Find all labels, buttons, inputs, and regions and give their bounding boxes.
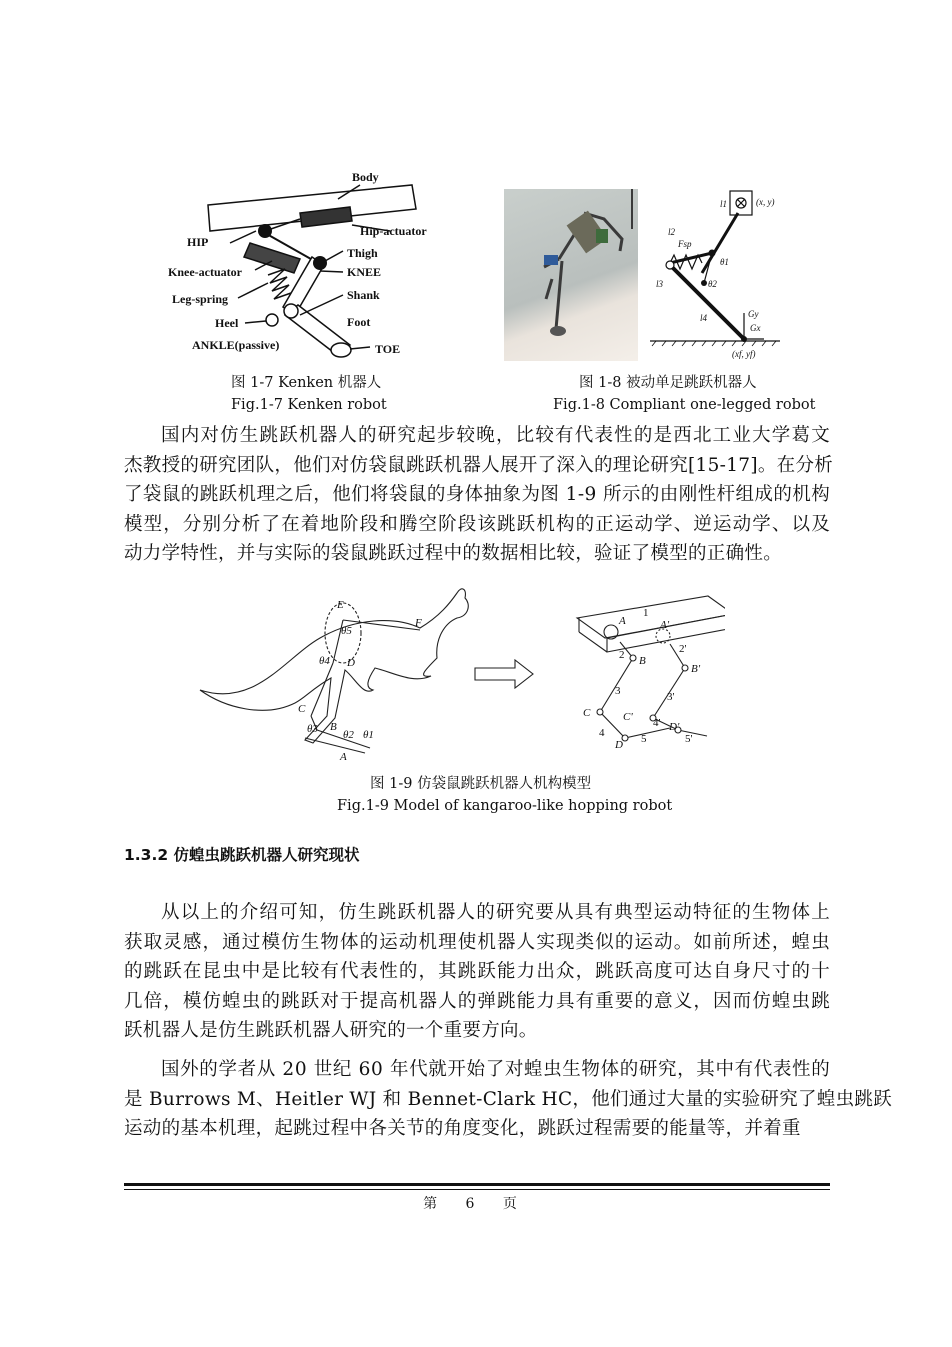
compliant-leg-schematic bbox=[640, 183, 790, 363]
label-fsp: Fsp bbox=[678, 239, 692, 249]
kangaroo-label-D: D bbox=[347, 657, 355, 669]
para2-line-2: 获取灵感，通过模仿生物体的运动机理使机器人实现类似的运动。如前所述，蝗虫 bbox=[124, 931, 831, 953]
paragraph-1 bbox=[124, 421, 834, 569]
para3-line-1: 国外的学者从 20 世纪 60 年代就开始了对蝗虫生物体的研究，其中有代表性的 bbox=[161, 1059, 831, 1080]
kangaroo-label-theta4: θ4 bbox=[319, 655, 330, 667]
kangaroo-label-A: A bbox=[340, 751, 347, 763]
label-leg-spring: Leg-spring bbox=[172, 292, 229, 306]
model-label-5-prime: 5' bbox=[685, 733, 693, 745]
label-knee: KNEE bbox=[347, 265, 382, 279]
para1-line-3: 了袋鼠的跳跃机理之后，他们将袋鼠的身体抽象为图 1-9 所示的由刚性杆组成的机构 bbox=[124, 484, 831, 505]
robot-photo bbox=[504, 189, 638, 361]
footer-rule-thick bbox=[124, 1183, 830, 1186]
label-l3: l3 bbox=[656, 279, 664, 289]
label-theta2: θ2 bbox=[708, 279, 717, 289]
para2-line-3: 的跳跃在昆虫中是比较有代表性的，其跳跃能力出众，跳跃高度可达自身尺寸的十 bbox=[124, 961, 831, 982]
label-foot-xy: (xf, yf) bbox=[732, 349, 756, 359]
label-l1: l1 bbox=[720, 199, 728, 209]
label-thigh: Thigh bbox=[347, 246, 378, 260]
footer-rule-thin bbox=[124, 1189, 830, 1190]
label-toe: TOE bbox=[375, 342, 401, 356]
paragraph-2 bbox=[124, 898, 830, 1046]
label-l4: l4 bbox=[700, 313, 708, 323]
para1-line-5: 动力学特性，并与实际的袋鼠跳跃过程中的数据相比较，验证了模型的正确性。 bbox=[124, 543, 783, 564]
fig17-caption-en: Fig.1-7 Kenken robot bbox=[231, 397, 387, 413]
para3-line-3: 运动的基本机理，起跳过程中各关节的角度变化，跳跃过程需要的能量等，并着重 bbox=[124, 1118, 801, 1139]
para2-line-1: 从以上的介绍可知，仿生跳跃机器人的研究要从具有典型运动特征的生物体上 bbox=[161, 902, 831, 923]
kangaroo-label-theta1: θ1 bbox=[363, 729, 374, 741]
fig18-caption-en: Fig.1-8 Compliant one-legged robot bbox=[553, 397, 816, 413]
para2-line-5: 跃机器人是仿生跳跃机器人研究的一个重要方向。 bbox=[124, 1020, 538, 1041]
kangaroo-label-B: B bbox=[330, 721, 337, 733]
label-knee-actuator: Knee-actuator bbox=[168, 265, 242, 279]
label-l2: l2 bbox=[668, 227, 676, 237]
model-label-4: 4 bbox=[599, 727, 605, 739]
label-xy: (x, y) bbox=[756, 197, 775, 207]
label-gx: Gx bbox=[750, 323, 761, 333]
kangaroo-label-C: C bbox=[298, 703, 306, 715]
model-label-1: 1 bbox=[643, 607, 649, 619]
model-label-B-prime: B' bbox=[691, 663, 701, 675]
para1-line-4: 模型，分别分析了在着地阶段和腾空阶段该跳跃机构的正运动学、逆运动学、以及 bbox=[124, 513, 831, 535]
kangaroo-label-E: E bbox=[337, 599, 344, 611]
label-theta1: θ1 bbox=[720, 257, 729, 267]
para1-line-2: 杰教授的研究团队，他们对仿袋鼠跳跃机器人展开了深入的理论研究[15-17]。在分析 bbox=[124, 454, 834, 476]
model-label-B: B bbox=[639, 655, 646, 667]
label-ankle: ANKLE(passive) bbox=[192, 338, 280, 352]
model-label-A: A bbox=[619, 615, 626, 627]
model-label-4-prime: 4' bbox=[653, 717, 661, 729]
model-label-5: 5 bbox=[641, 733, 647, 745]
kangaroo-label-F: F bbox=[415, 617, 422, 629]
para2-line-4: 几倍，模仿蝗虫的跳跃对于提高机器人的弹跳能力具有重要的意义，因而仿蝗虫跳 bbox=[124, 990, 831, 1012]
kenken-robot-diagram bbox=[160, 165, 460, 365]
model-label-C: C bbox=[583, 707, 591, 719]
paragraph-3 bbox=[124, 1055, 893, 1144]
fig18-caption-cn: 图 1-8 被动单足跳跃机器人 bbox=[579, 375, 757, 391]
model-label-2: 2 bbox=[619, 649, 625, 661]
kangaroo-label-theta3: θ3 bbox=[307, 723, 318, 735]
robot-photo-drawing bbox=[504, 189, 638, 361]
kangaroo-label-theta2: θ2 bbox=[343, 729, 354, 741]
label-gy: Gy bbox=[748, 309, 759, 319]
fig19-caption-en: Fig.1-9 Model of kangaroo-like hopping robot bbox=[337, 798, 673, 814]
para1-line-1: 国内对仿生跳跃机器人的研究起步较晚，比较有代表性的是西北工业大学葛文 bbox=[161, 425, 831, 446]
model-label-A-prime: A' bbox=[660, 619, 670, 631]
page-number: 第 6 页 bbox=[423, 1196, 529, 1212]
para3-line-2: 是 Burrows M、Heitler WJ 和 Bennet-Clark HC，他们通过大量的实验研究了蝗虫跳跃 bbox=[124, 1088, 893, 1110]
label-hip: HIP bbox=[187, 235, 209, 249]
kangaroo-model-diagram bbox=[195, 578, 725, 768]
model-label-D-prime: D' bbox=[669, 721, 680, 733]
label-body: Body bbox=[352, 170, 379, 184]
label-shank: Shank bbox=[347, 288, 380, 302]
label-foot: Foot bbox=[347, 315, 371, 329]
fig17-caption-cn: 图 1-7 Kenken 机器人 bbox=[231, 375, 382, 391]
section-heading: 1.3.2 仿蝗虫跳跃机器人研究现状 bbox=[124, 846, 360, 864]
model-label-2-prime: 2' bbox=[679, 643, 687, 655]
kangaroo-label-theta5: θ5 bbox=[341, 625, 352, 637]
model-label-C-prime: C' bbox=[623, 711, 633, 723]
model-label-3: 3 bbox=[615, 685, 621, 697]
model-label-D: D bbox=[615, 739, 623, 751]
label-heel: Heel bbox=[215, 316, 239, 330]
fig19-caption-cn: 图 1-9 仿袋鼠跳跃机器人机构模型 bbox=[370, 776, 592, 792]
label-hip-actuator: Hip-actuator bbox=[360, 224, 427, 238]
model-label-3-prime: 3' bbox=[667, 691, 675, 703]
